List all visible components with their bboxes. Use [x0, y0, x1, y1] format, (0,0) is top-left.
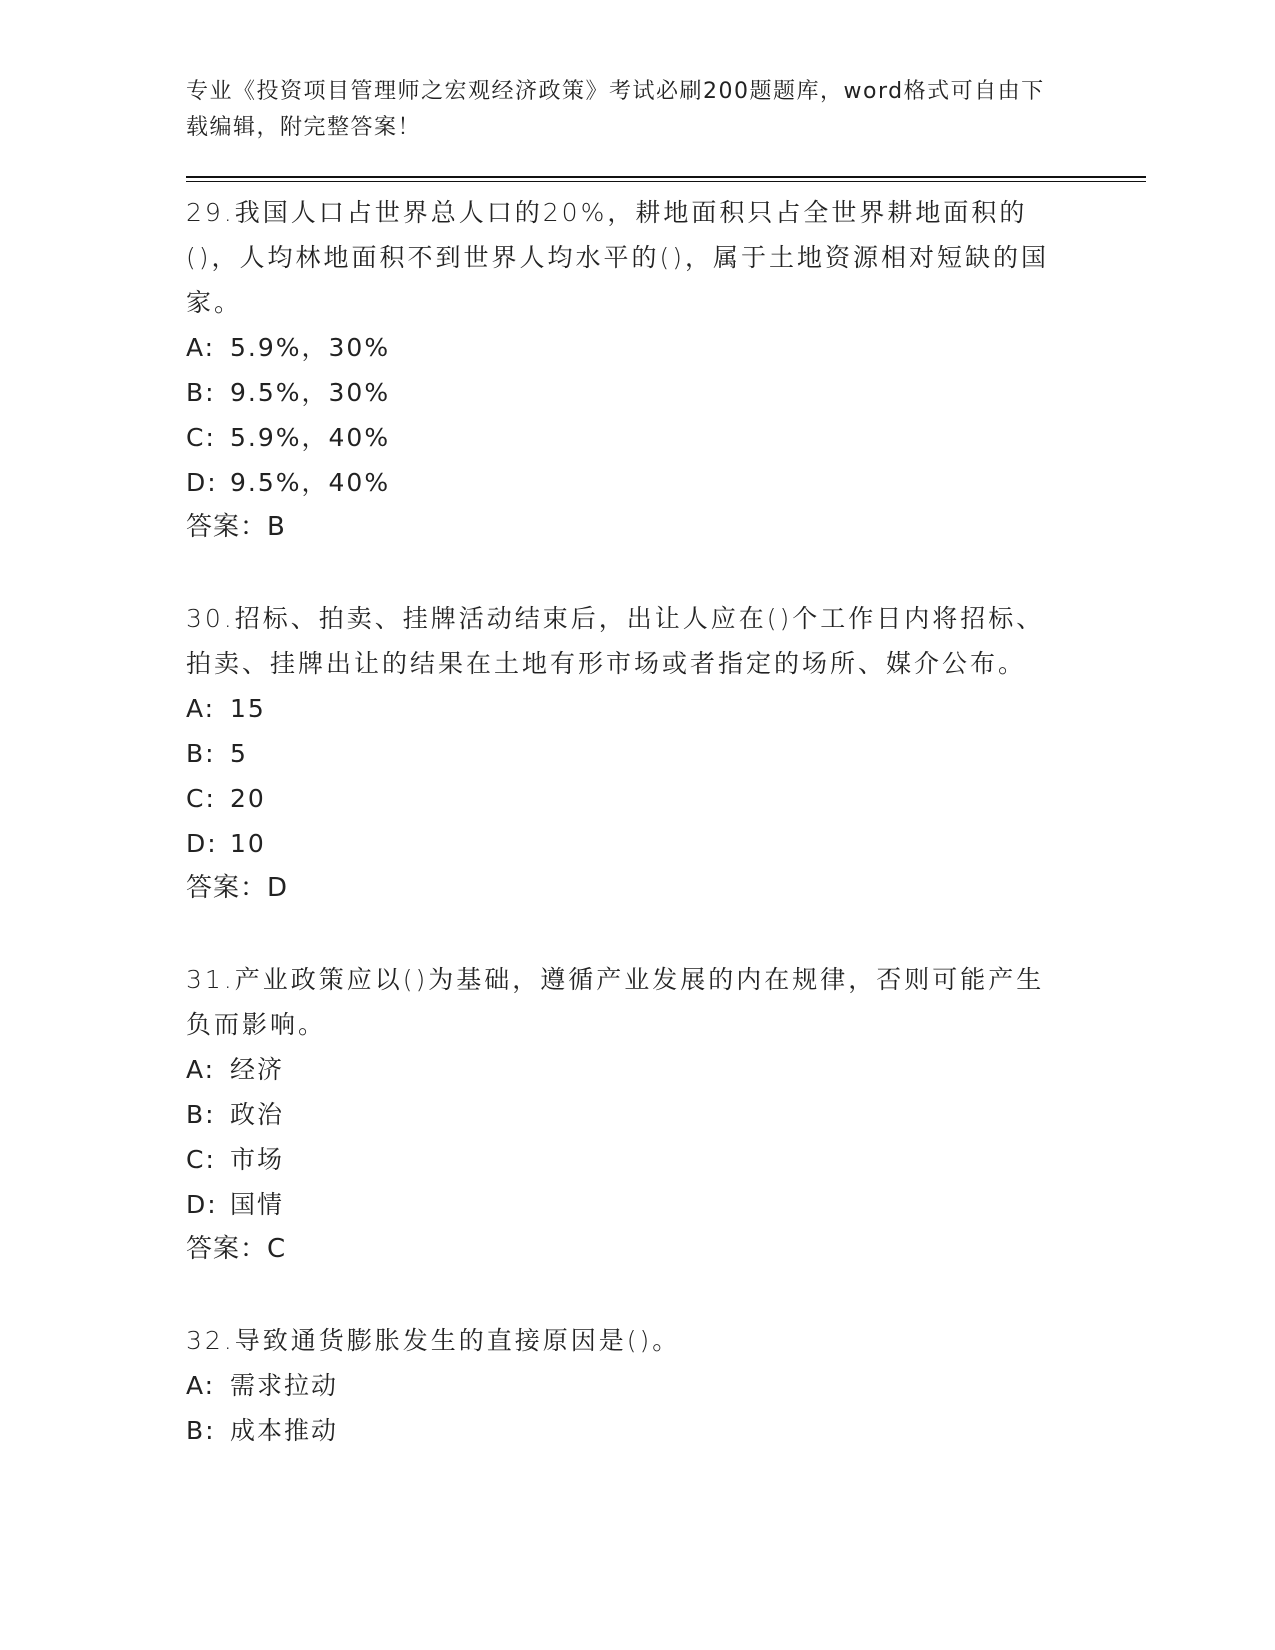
option-letter: D: [186, 468, 218, 497]
question-item [186, 596, 1066, 911]
question-item [186, 1318, 1066, 1453]
option-letter: A: [186, 333, 216, 362]
option-letter: B: [186, 378, 216, 407]
document-intro: 专业《投资项目管理师之宏观经济政策》考试必刷200题题库，word格式可自由下载编辑，附完整答案！ [186, 79, 1045, 140]
option-a [186, 1047, 1066, 1092]
option-letter: D: [186, 1190, 218, 1219]
option-value: 成本推动 [230, 1416, 339, 1445]
option-a [186, 686, 1066, 731]
option-letter: B: [186, 1100, 216, 1129]
option-value: 经济 [230, 1055, 285, 1084]
option-letter: B: [186, 1416, 216, 1445]
question-item [186, 957, 1066, 1272]
header-divider [186, 176, 1146, 178]
option-b [186, 1408, 1066, 1453]
option-value: 国情 [230, 1190, 285, 1219]
option-value: 5 [230, 739, 248, 768]
option-letter: C: [186, 784, 216, 813]
option-value: 10 [230, 829, 266, 858]
option-c [186, 1137, 1066, 1182]
option-value: 市场 [230, 1145, 285, 1174]
option-b [186, 1092, 1066, 1137]
option-value: 15 [230, 694, 266, 723]
question-text: 31.产业政策应以()为基础，遵循产业发展的内在规律，否则可能产生负而影响。 [186, 965, 1045, 1039]
option-letter: D: [186, 829, 218, 858]
option-d [186, 1182, 1066, 1227]
option-value: 9.5%，30% [230, 378, 391, 407]
option-a [186, 1363, 1066, 1408]
option-value: 20 [230, 784, 266, 813]
option-value: 政治 [230, 1100, 285, 1129]
option-d [186, 821, 1066, 866]
question-item [186, 190, 1066, 550]
header-divider-thin [186, 181, 1146, 182]
option-c [186, 415, 1066, 460]
option-value: 5.9%，30% [230, 333, 391, 362]
question-text: 30.招标、拍卖、挂牌活动结束后，出让人应在()个工作日内将招标、拍卖、挂牌出让的结果在土地有形市场或者指定的场所、媒介公布。 [186, 604, 1045, 678]
option-value: 9.5%，40% [230, 468, 391, 497]
option-letter: B: [186, 739, 216, 768]
option-letter: C: [186, 423, 216, 452]
option-letter: A: [186, 1055, 216, 1084]
option-letter: C: [186, 1145, 216, 1174]
question-text: 32.导致通货膨胀发生的直接原因是()。 [186, 1326, 681, 1355]
answer-text: 答案：B [186, 512, 286, 542]
option-c [186, 776, 1066, 821]
option-a [186, 325, 1066, 370]
option-b [186, 370, 1066, 415]
option-letter: A: [186, 1371, 216, 1400]
answer-text: 答案：C [186, 1234, 287, 1264]
option-value: 5.9%，40% [230, 423, 391, 452]
option-value: 需求拉动 [230, 1371, 339, 1400]
option-b [186, 731, 1066, 776]
question-list [186, 190, 1066, 1499]
question-text: 29.我国人口占世界总人口的20%，耕地面积只占全世界耕地面积的()，人均林地面积不到世界人均水平的()，属于土地资源相对短缺的国家。 [186, 198, 1050, 317]
option-d [186, 460, 1066, 505]
answer-text: 答案：D [186, 873, 289, 903]
option-letter: A: [186, 694, 216, 723]
